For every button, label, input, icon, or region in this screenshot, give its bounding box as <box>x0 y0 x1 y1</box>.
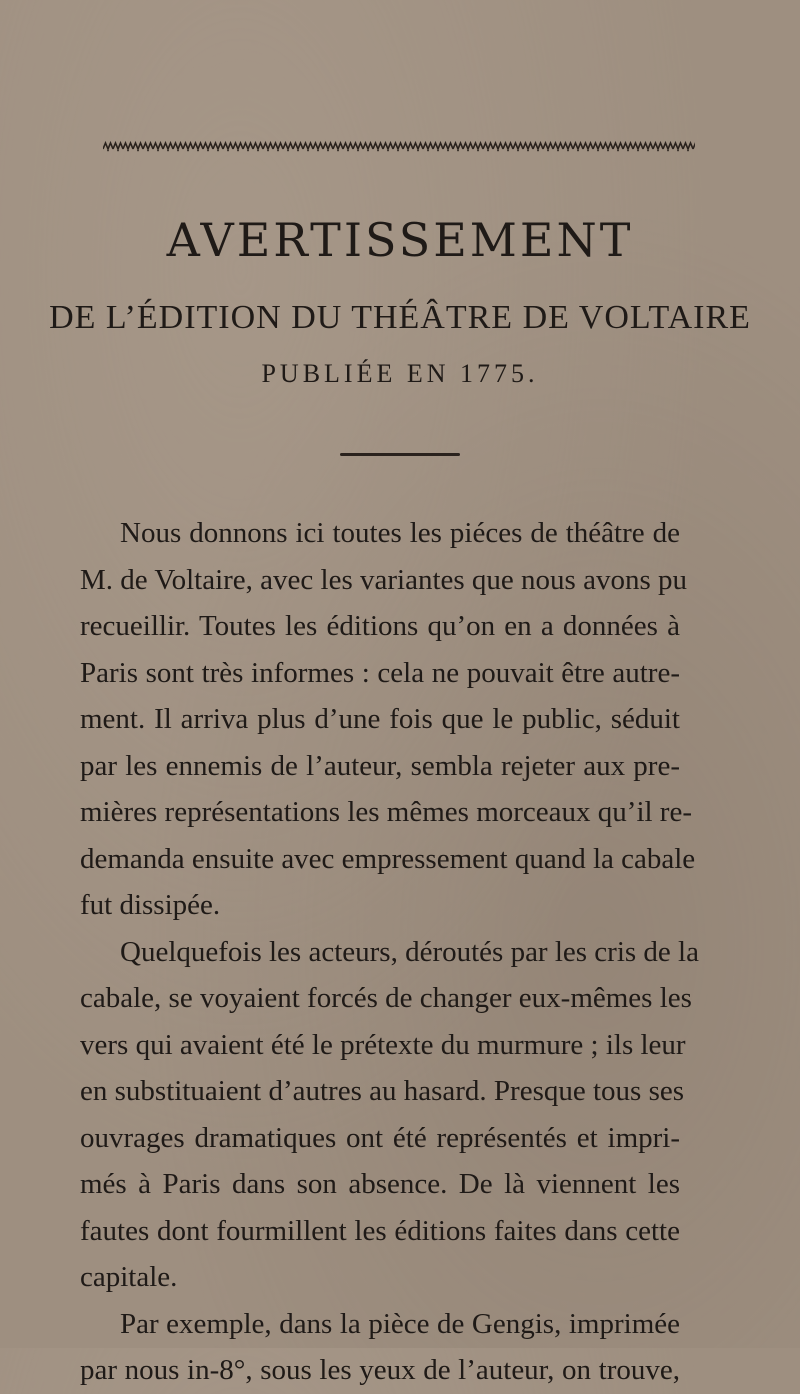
text-line: M. de Voltaire, avec les variantes que nous avons pu <box>80 563 687 596</box>
text-line: en substituaient d’autres au hasard. Presque tous ses <box>80 1075 685 1107</box>
text-line: Paris sont très informes : cela ne pouvait être autre- <box>80 656 680 689</box>
text-line: Quelquefois les acteurs, déroutés par les cris de la <box>120 935 699 968</box>
text-line: cabale, se voyaient forcés de changer eux-mêmes les <box>80 982 692 1014</box>
body-text <box>80 510 699 1394</box>
text-line: vers qui avaient été le prétexte du murmure ; ils leur <box>80 1028 686 1061</box>
page-subtitle: DE L’ÉDITION DU THÉÂTRE DE VOLTAIRE <box>49 299 751 336</box>
text-line: Par exemple, dans la pièce de Gengis, imprimée <box>120 1307 680 1340</box>
text-line: Nous donnons ici toutes les piéces de théâtre de <box>120 517 680 549</box>
text-line: ouvrages dramatiques ont été représentés et impri- <box>80 1121 680 1154</box>
text-line: recueillir. Toutes les éditions qu’on en a données à <box>80 610 680 642</box>
text-line: capitale. <box>80 1261 178 1293</box>
section-divider <box>340 453 460 456</box>
text-line: par nous in-8°, sous les yeux de l’auteur, on trouve, <box>80 1354 680 1386</box>
page-title: AVERTISSEMENT <box>166 213 634 267</box>
text-line: fut dissipée. <box>80 889 221 921</box>
text-line: més à Paris dans son absence. De là viennent les <box>80 1168 680 1200</box>
text-line: par les ennemis de l’auteur, sembla rejeter aux pre- <box>80 749 680 782</box>
text-line: demanda ensuite avec empressement quand la cabale <box>80 842 696 875</box>
text-line: fautes dont fourmillent les éditions faites dans cette <box>80 1214 680 1247</box>
text-line: ment. Il arriva plus d’une fois que le public, séduit <box>80 703 680 735</box>
publication-line: PUBLIÉE EN 1775. <box>261 359 539 388</box>
text-line: mières représentations les mêmes morceaux qu’il re- <box>80 796 692 828</box>
decorative-border-ornament <box>103 140 695 152</box>
